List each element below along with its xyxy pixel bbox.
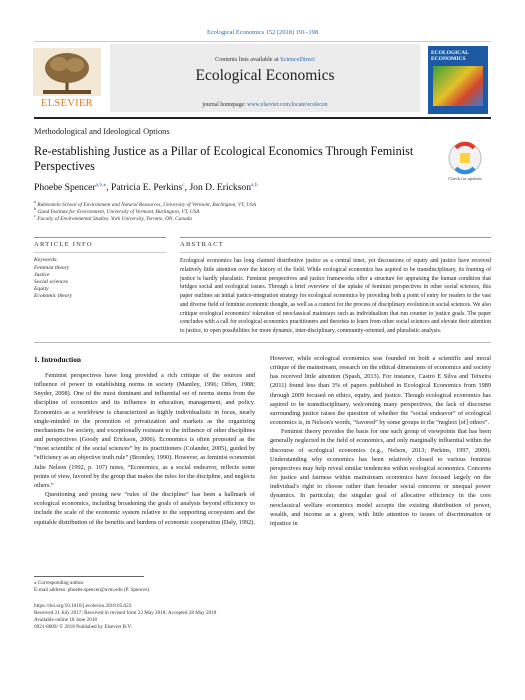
contents-prefix: Contents lists available at [215,56,281,63]
publisher-name[interactable]: ELSEVIER [41,98,93,109]
available-online: Available online 18 June 2018 [34,617,98,623]
journal-homepage [110,102,420,108]
author-name[interactable]: Jon D. Erickson [189,182,251,194]
affiliation [34,213,192,222]
affiliation-mark: b [34,206,37,211]
body-paragraph: Feminist theory provides the basis for one such group of viewpoints that has been generally neglected in the field of economics, and only marginally influential within the discourse of ecological economics (e.g., Nelson, 2013; Perkins, 1997, 2009). Understanding why economics has been relatively closed to various feminist perspectives may help reveal similar tendencies within ecological economics. Concerns for justice and fairness within mainstream economics have focused largely on the individual's right to choose rather than broader social concerns or unequal power dynamics. In particular, the singular goal of allocative efficiency in the core neoclassical welfare economics model accepts the existing distribution of power, wealth, and income as a given, with little attention to issues of discrimination or injustice in [270,428,491,527]
author-affiliation-marks[interactable]: c [182,182,185,188]
body-right-column [270,354,491,528]
affiliation-text: Gund Institute for Environment, University of Vermont, Burlington, VT, USA [37,208,200,215]
affiliation-mark: a [34,199,36,204]
footnote-rule [34,576,144,577]
article-title: Re-establishing Justice as a Pillar of Ecological Economics Through Feminist Perspectives [34,144,414,174]
contents-available [110,56,420,63]
keyword: Social sciences [34,279,69,285]
check-for-updates-label[interactable]: Check for updates [448,176,482,181]
cover-artwork [433,66,483,106]
section-heading: 1. Introduction [34,355,81,364]
author-name[interactable]: Patricia E. Perkins [111,182,183,194]
body-paragraph: However, while ecological economics was founded on both a scientific and moral critique of the mainstream, research on the ethical dimensions of economics and society has received little attention (Spash, 2013). For instance, Castro E Silva and Teixeira (2011) found less than 3% of papers published in Ecological Economics from 1989 through 2009 focused on ethics, equity, and justice. Though ecological economics has aspired to be transdisciplinary, welcoming many perspectives, the lack of discourse surrounding justice raises the question of whether the “social endeavor” of ecological economics is, in Nelson's words, “favored” by some groups to the “neglect [of] others”. [270,355,491,427]
abstract-heading: ABSTRACT [180,241,225,248]
check-for-updates-icon[interactable] [447,140,483,176]
body-left-column [34,371,255,527]
article-info-subrule [34,252,166,253]
abstract-subrule [180,252,491,253]
homepage-link[interactable]: www.elsevier.com/locate/ecolecon [247,102,328,108]
author-name[interactable]: Phoebe Spencer [34,182,96,194]
header-rule [34,117,491,119]
journal-reference[interactable]: Ecological Economics 152 (2018) 191–198 [206,29,319,36]
keyword: Feminist theory [34,265,70,271]
corresponding-author-note: ⁎ Corresponding author. [34,580,85,586]
sciencedirect-link[interactable]: ScienceDirect [280,56,315,63]
keyword: Economic theory [34,293,73,299]
affiliation-text: Rubenstein School of Environment and Natural Resources, University of Vermont, Burlington, VT, USA [37,201,257,208]
body-paragraph: Questioning and posing new “rules of the discipline” has been a hallmark of ecological economics, including broadening the goals of analysis beyond efficiency to include the scale of the economic system relative to the supporting ecosystem and the equitable distribution of the benefits and burdens of economic cooperation (Daly, 1992). [34,491,255,526]
author-affiliation-marks[interactable]: a,b [251,182,258,188]
keyword: Justice [34,272,50,278]
author-list: Phoebe Spencer$^{a,b,⁎}$, Patricia E. Perkins$^c$, Jon D. Erickson$^{a,b}$ [34,182,258,194]
author-affiliation-marks[interactable]: a,b,⁎ [95,182,107,188]
abstract-text: Ecological economics has long claimed distributive justice as a central tenet, yet discussions of equity and justice have received relatively little attention over the history of the field. While ecological economics has aspired to be transdisciplinary, its framing of justice is hardly pluralistic. Feminist perspectives and justice frameworks offer a structure for appraising the human condition that bridges social and ecological issues. Through a brief overview of the uptake of feminist perspectives in other social sciences, this paper outlines an initial justice-integration strategy for ecological economics by providing both a point of entry for readers to the vast and diverse field of feminist economic thought, as well as a context for the process of disciplinary evolution in social sciences. We also critique ecological economics' toleration of neoclassical mainstays such as individualism that run counter to justice goals. The paper concludes with a call for ecological economics practitioners and theorists to learn from other social sciences and elevate their attention to justice, to open possibilities for more dynamic, inter-disciplinary, community-oriented, and pluralistic analysis. [180,258,491,334]
received-dates: Received 21 July 2017; Received in revised form 23 May 2018; Accepted 28 May 2018 [34,610,217,616]
affiliation-text: Faculty of Environmental Studies, York University, Toronto, ON, Canada [37,215,192,222]
email-note[interactable]: E-mail address: phoebe.spencer@uvm.edu (P. Spencer). [34,587,151,593]
article-info-rule [34,237,166,238]
abstract-bottom-rule [34,342,491,343]
copyright: 0921-8009/ © 2018 Published by Elsevier B.V. [34,624,132,630]
abstract-rule [180,237,491,238]
article-info-heading: ARTICLE INFO [34,241,93,248]
keywords-label: Keywords: [34,257,59,263]
section-type: Methodological and Ideological Options [34,127,170,136]
journal-title: Ecological Economics [195,67,335,84]
cover-title: ECOLOGICAL ECONOMICS [431,50,469,62]
body-paragraph: Feminist perspectives have long provided a rich critique of the sources and influence of power in establishing norms in society (Mantley, 1996; Offen, 1988; Snyder, 2008). One of the most dominant and influential set of norms stems from the discipline of economics and its influence in education, management, and policy. Economics as a worldview is characterized as highly individualistic in focus, nearly single-minded in the promotion of privatization and markets as the organizing mechanisms for society, and exceptionally resistant to the influence of other disciplines and perspectives (Goody and Erickson, 2006). Economics is often promoted as the “most scientific of the social sciences” by its practitioners (Colander, 2005), guided by “efficiency as an objective truth rule” (Bromley, 1990). However, as feminist economist Julie Nelson (1992, p. 107) notes, “Economics, as a social endeavor, reflects some points of view, favored by the group that makes the rules for the discipline, and neglects others.” [34,372,255,489]
doi-link[interactable]: https://doi.org/10.1016/j.ecolecon.2018.05.022 [34,603,132,609]
keyword: Equity [34,286,49,292]
homepage-prefix: journal homepage: [202,102,248,108]
affiliation-mark: c [34,213,36,218]
